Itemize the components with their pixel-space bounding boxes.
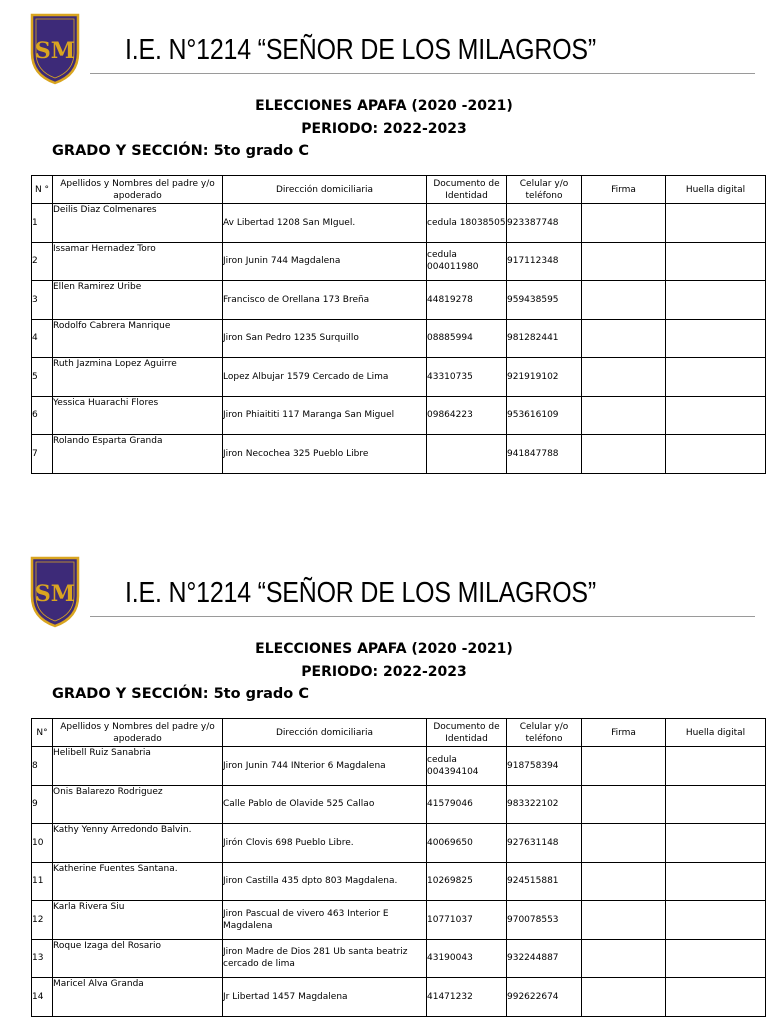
table-row <box>32 204 766 243</box>
row-number: 8 <box>32 747 53 786</box>
school-crest-logo <box>30 556 80 628</box>
phone-number: 917112348 <box>507 242 582 281</box>
header-divider <box>90 616 755 617</box>
phone-number: 941847788 <box>507 435 582 474</box>
home-address: Francisco de Orellana 173 Breña <box>223 281 427 320</box>
identity-document: 41579046 <box>427 785 507 824</box>
row-number: 6 <box>32 396 53 435</box>
phone-number: 932244887 <box>507 939 582 978</box>
col-header-address: Dirección domiciliaria <box>223 176 427 204</box>
fingerprint-cell <box>666 862 766 901</box>
table-row <box>32 396 766 435</box>
table-row <box>32 862 766 901</box>
row-number: 1 <box>32 204 53 243</box>
table-row <box>32 281 766 320</box>
signature-cell <box>582 978 666 1017</box>
fingerprint-cell <box>666 939 766 978</box>
phone-number: 927631148 <box>507 824 582 863</box>
table-header-row <box>32 719 766 747</box>
phone-number: 983322102 <box>507 785 582 824</box>
identity-document: 44819278 <box>427 281 507 320</box>
parent-name: Yessica Huarachi Flores <box>53 396 223 435</box>
period-heading: PERIODO: 2022-2023 <box>301 664 467 680</box>
home-address: Jiron San Pedro 1235 Surquillo <box>223 319 427 358</box>
election-heading: ELECCIONES APAFA (2020 -2021) <box>255 98 513 114</box>
phone-number: 918758394 <box>507 747 582 786</box>
identity-document: 41471232 <box>427 978 507 1017</box>
row-number: 11 <box>32 862 53 901</box>
phone-number: 970078553 <box>507 901 582 940</box>
table-header-row <box>32 176 766 204</box>
col-header-fingerprint: Huella digital <box>666 719 766 747</box>
identity-document: cedula 18038505 <box>427 204 507 243</box>
home-address: Calle Pablo de Olavide 525 Callao <box>223 785 427 824</box>
row-number: 3 <box>32 281 53 320</box>
row-number: 7 <box>32 435 53 474</box>
col-header-name: Apellidos y Nombres del padre y/o apoderado <box>53 719 223 747</box>
home-address: Jr Libertad 1457 Magdalena <box>223 978 427 1017</box>
signature-cell <box>582 435 666 474</box>
parent-name: Rodolfo Cabrera Manrique <box>53 319 223 358</box>
home-address: Jiron Necochea 325 Pueblo Libre <box>223 435 427 474</box>
home-address: Jiron Castilla 435 dpto 803 Magdalena. <box>223 862 427 901</box>
identity-document: 40069650 <box>427 824 507 863</box>
fingerprint-cell <box>666 319 766 358</box>
phone-number: 953616109 <box>507 396 582 435</box>
fingerprint-cell <box>666 747 766 786</box>
header-divider <box>90 73 755 74</box>
parents-table <box>31 175 766 474</box>
phone-number: 981282441 <box>507 319 582 358</box>
home-address: Jiron Pascual de vivero 463 Interior E Magdalena <box>223 901 427 940</box>
table-row <box>32 978 766 1017</box>
signature-cell <box>582 901 666 940</box>
signature-cell <box>582 204 666 243</box>
identity-document: 43310735 <box>427 358 507 397</box>
parent-name: Rolando Esparta Granda <box>53 435 223 474</box>
parent-name: Onis Balarezo Rodriguez <box>53 785 223 824</box>
parent-name: Kathy Yenny Arredondo Balvin. <box>53 824 223 863</box>
phone-number: 921919102 <box>507 358 582 397</box>
parent-name: Maricel Alva Granda <box>53 978 223 1017</box>
signature-cell <box>582 242 666 281</box>
row-number: 5 <box>32 358 53 397</box>
logo-monogram: SM <box>34 581 76 607</box>
home-address: Jiron Junin 744 Magdalena <box>223 242 427 281</box>
table-row <box>32 939 766 978</box>
signature-cell <box>582 824 666 863</box>
identity-document: 10269825 <box>427 862 507 901</box>
parent-name: Issamar Hernadez Toro <box>53 242 223 281</box>
fingerprint-cell <box>666 785 766 824</box>
home-address: Jiron Phiaititi 117 Maranga San Miguel <box>223 396 427 435</box>
home-address: Lopez Albujar 1579 Cercado de Lima <box>223 358 427 397</box>
signature-cell <box>582 281 666 320</box>
parent-name: Katherine Fuentes Santana. <box>53 862 223 901</box>
col-header-fingerprint: Huella digital <box>666 176 766 204</box>
table-row <box>32 785 766 824</box>
identity-document: 43190043 <box>427 939 507 978</box>
fingerprint-cell <box>666 396 766 435</box>
signature-cell <box>582 358 666 397</box>
fingerprint-cell <box>666 281 766 320</box>
table-row <box>32 242 766 281</box>
col-header-phone: Celular y/o teléfono <box>507 719 582 747</box>
period-heading: PERIODO: 2022-2023 <box>301 121 467 137</box>
grade-section-label: GRADO Y SECCIÓN: 5to grado C <box>52 143 309 159</box>
signature-cell <box>582 785 666 824</box>
col-header-signature: Firma <box>582 719 666 747</box>
grade-section-label: GRADO Y SECCIÓN: 5to grado C <box>52 686 309 702</box>
row-number: 13 <box>32 939 53 978</box>
identity-document: cedula 004394104 <box>427 747 507 786</box>
parent-name: Karla Rivera Siu <box>53 901 223 940</box>
col-header-num: N° <box>32 719 53 747</box>
col-header-name: Apellidos y Nombres del padre y/o apoderado <box>53 176 223 204</box>
phone-number: 959438595 <box>507 281 582 320</box>
col-header-document: Documento de Identidad <box>427 176 507 204</box>
table-row <box>32 319 766 358</box>
home-address: Jiron Madre de Dios 281 Ub santa beatriz cercado de lima <box>223 939 427 978</box>
table-row <box>32 824 766 863</box>
table-row <box>32 358 766 397</box>
row-number: 9 <box>32 785 53 824</box>
fingerprint-cell <box>666 358 766 397</box>
table-row <box>32 901 766 940</box>
col-header-signature: Firma <box>582 176 666 204</box>
parents-table <box>31 718 766 1017</box>
parent-name: Deilis Diaz Colmenares <box>53 204 223 243</box>
home-address: Jirón Clovis 698 Pueblo Libre. <box>223 824 427 863</box>
fingerprint-cell <box>666 824 766 863</box>
col-header-address: Dirección domiciliaria <box>223 719 427 747</box>
signature-cell <box>582 747 666 786</box>
phone-number: 924515881 <box>507 862 582 901</box>
identity-document: 08885994 <box>427 319 507 358</box>
school-title: I.E. N°1214 “SEÑOR DE LOS MILAGROS” <box>125 577 597 609</box>
parent-name: Helibell Ruiz Sanabria <box>53 747 223 786</box>
parent-name: Ellen Ramirez Uribe <box>53 281 223 320</box>
home-address: Jiron Junin 744 INterior 6 Magdalena <box>223 747 427 786</box>
row-number: 2 <box>32 242 53 281</box>
col-header-phone: Celular y/o teléfono <box>507 176 582 204</box>
school-title: I.E. N°1214 “SEÑOR DE LOS MILAGROS” <box>125 34 597 66</box>
fingerprint-cell <box>666 204 766 243</box>
signature-cell <box>582 862 666 901</box>
election-heading: ELECCIONES APAFA (2020 -2021) <box>255 641 513 657</box>
fingerprint-cell <box>666 242 766 281</box>
school-crest-logo <box>30 13 80 85</box>
phone-number: 923387748 <box>507 204 582 243</box>
phone-number: 992622674 <box>507 978 582 1017</box>
col-header-document: Documento de Identidad <box>427 719 507 747</box>
parent-name: Ruth Jazmina Lopez Aguirre <box>53 358 223 397</box>
table-row <box>32 435 766 474</box>
home-address: Av Libertad 1208 San MIguel. <box>223 204 427 243</box>
identity-document: cedula 004011980 <box>427 242 507 281</box>
parent-name: Roque Izaga del Rosario <box>53 939 223 978</box>
signature-cell <box>582 939 666 978</box>
table-row <box>32 747 766 786</box>
logo-monogram: SM <box>34 38 76 64</box>
col-header-num: N ° <box>32 176 53 204</box>
row-number: 4 <box>32 319 53 358</box>
fingerprint-cell <box>666 901 766 940</box>
row-number: 14 <box>32 978 53 1017</box>
row-number: 12 <box>32 901 53 940</box>
row-number: 10 <box>32 824 53 863</box>
signature-cell <box>582 396 666 435</box>
signature-cell <box>582 319 666 358</box>
identity-document: 09864223 <box>427 396 507 435</box>
identity-document <box>427 435 507 474</box>
fingerprint-cell <box>666 435 766 474</box>
identity-document: 10771037 <box>427 901 507 940</box>
fingerprint-cell <box>666 978 766 1017</box>
